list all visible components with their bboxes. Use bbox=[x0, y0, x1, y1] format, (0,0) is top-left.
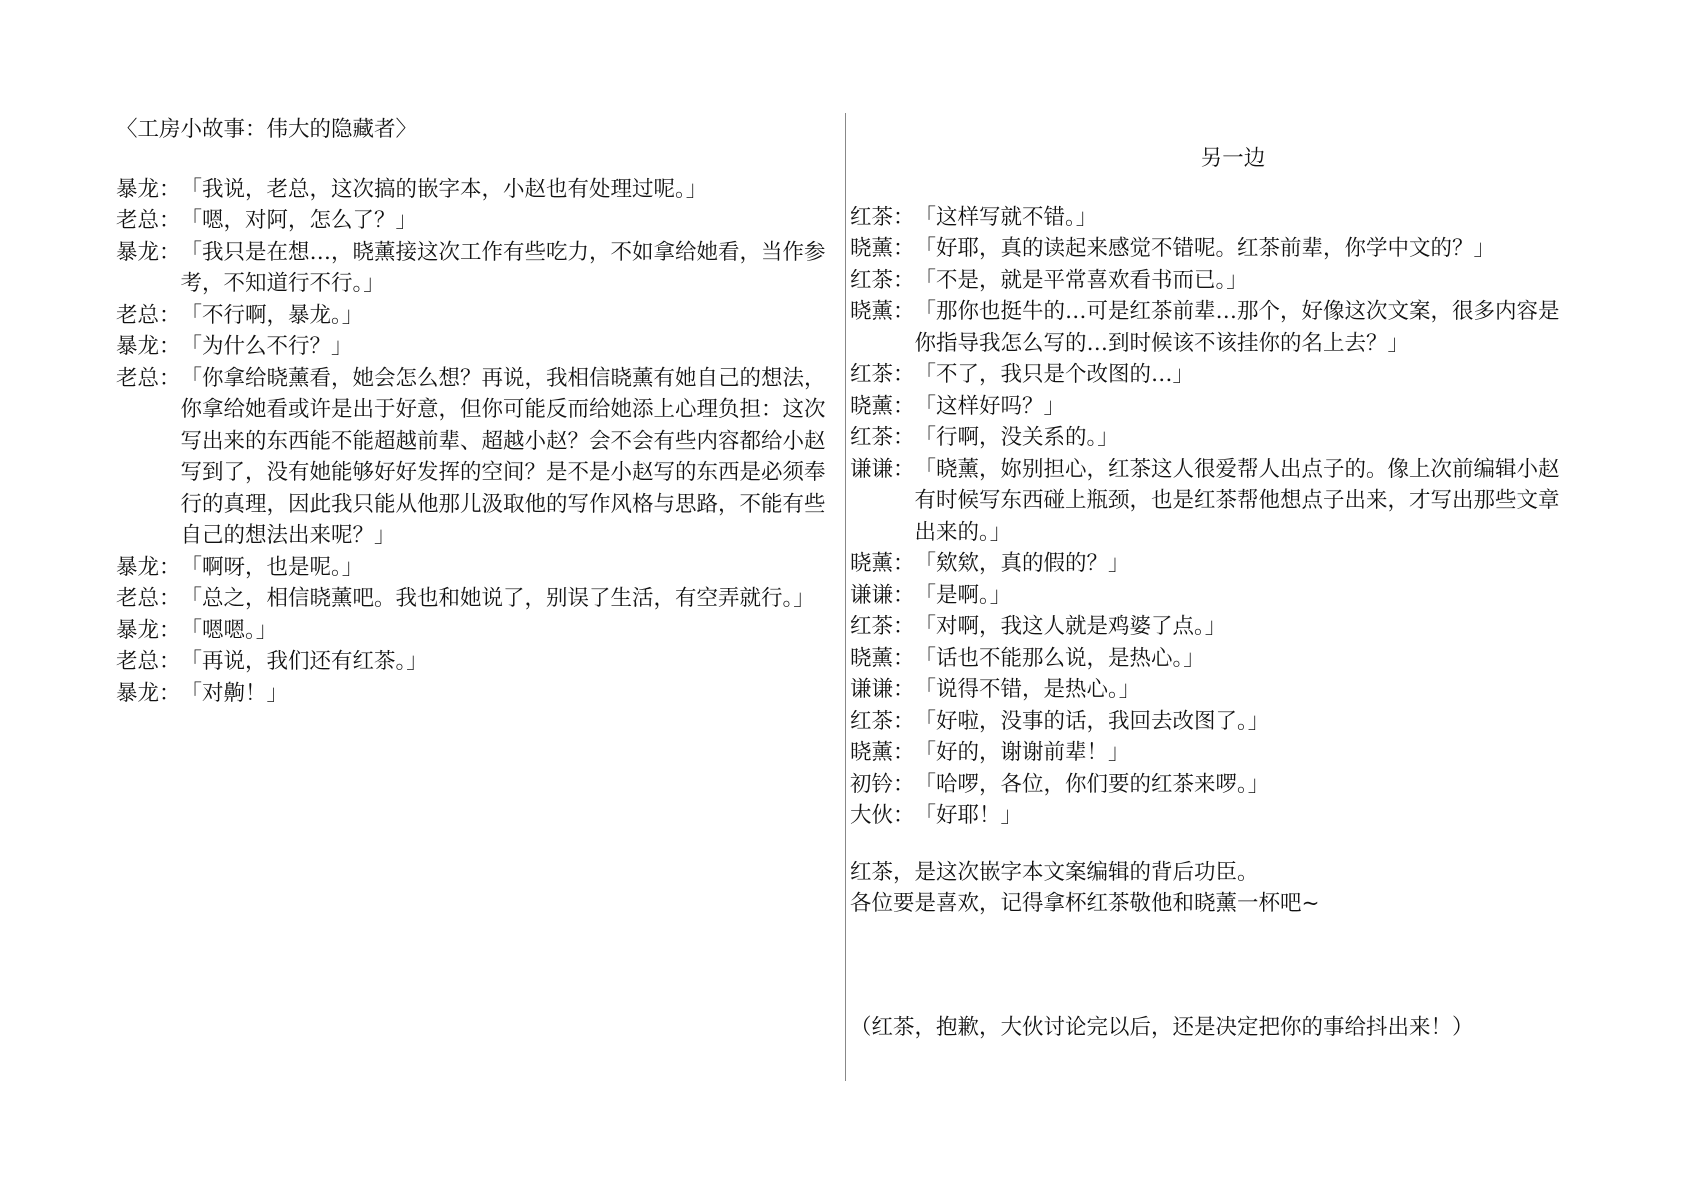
dialogue-line bbox=[850, 422, 1566, 454]
dialogue-line bbox=[850, 737, 1566, 769]
speaker-label: 暴龙： bbox=[116, 554, 181, 580]
speech-text: 「嗯，对阿，怎么了？」 bbox=[180, 208, 418, 233]
dialogue-line bbox=[850, 265, 1566, 297]
speech-text: 「这样好吗？」 bbox=[914, 393, 1066, 419]
column-divider bbox=[845, 113, 846, 1081]
speaker-label: 红茶： bbox=[850, 267, 915, 293]
speech-text: 「对啊，我这人就是鸡婆了点。」 bbox=[914, 614, 1227, 639]
speaker-label: 老总： bbox=[116, 208, 181, 233]
dialogue-line bbox=[850, 454, 1566, 549]
speaker-label: 谦谦： bbox=[850, 582, 915, 608]
left-dialogue bbox=[116, 174, 834, 710]
speaker-label: 暴龙： bbox=[116, 680, 181, 706]
speaker-label: 红茶： bbox=[850, 708, 915, 734]
dialogue-line bbox=[116, 237, 834, 300]
story-title: 〈工房小故事：伟大的隐藏者〉 bbox=[116, 117, 418, 142]
speaker-label: 暴龙： bbox=[116, 176, 181, 202]
speech-text: 「好的，谢谢前辈！」 bbox=[914, 740, 1130, 765]
closing-block bbox=[850, 857, 1566, 920]
speaker-label: 初钤： bbox=[850, 771, 915, 797]
dialogue-line bbox=[850, 233, 1566, 265]
speaker-label: 晓薰： bbox=[850, 299, 915, 324]
speaker-label: 老总： bbox=[116, 302, 181, 328]
speaker-label: 老总： bbox=[116, 586, 181, 611]
right-column bbox=[850, 143, 1566, 1043]
speaker-label: 红茶： bbox=[850, 204, 915, 230]
dialogue-line bbox=[116, 363, 834, 552]
dialogue-line bbox=[850, 391, 1566, 423]
speaker-label: 老总： bbox=[116, 649, 181, 674]
dialogue-line bbox=[850, 643, 1566, 675]
speech-text: 「话也不能那么说，是热心。」 bbox=[914, 645, 1205, 671]
dialogue-line bbox=[116, 300, 834, 332]
dialogue-line bbox=[850, 548, 1566, 580]
speaker-label: 暴龙： bbox=[116, 617, 181, 643]
speaker-label: 大伙： bbox=[850, 803, 915, 828]
dialogue-line bbox=[850, 202, 1566, 234]
dialogue-line bbox=[116, 174, 834, 206]
dialogue-line bbox=[116, 583, 834, 615]
speaker-label: 暴龙： bbox=[116, 334, 181, 359]
speech-text: 「好啦，没事的话，我回去改图了。」 bbox=[914, 708, 1270, 734]
speech-text: 「对齁！」 bbox=[180, 680, 289, 706]
speech-text: 「不了，我只是个改图的…」 bbox=[914, 362, 1195, 387]
speech-text: 「不行啊，暴龙。」 bbox=[180, 302, 364, 328]
dialogue-line bbox=[850, 296, 1566, 359]
closing-line-2: 各位要是喜欢，记得拿杯红茶敬他和晓薰一杯吧~ bbox=[850, 891, 1320, 916]
dialogue-line bbox=[850, 706, 1566, 738]
speaker-label: 晓薰： bbox=[850, 551, 915, 576]
dialogue-line bbox=[116, 646, 834, 678]
speaker-label: 谦谦： bbox=[850, 677, 915, 702]
speech-text: 「说得不错，是热心。」 bbox=[914, 677, 1141, 702]
speaker-label: 红茶： bbox=[850, 362, 915, 387]
dialogue-line bbox=[116, 552, 834, 584]
speech-text: 「是啊。」 bbox=[914, 582, 1012, 608]
speaker-label: 晓薰： bbox=[850, 740, 915, 765]
speech-text: 「好耶，真的读起来感觉不错呢。红茶前辈，你学中文的？」 bbox=[914, 236, 1496, 261]
speech-text: 「你拿给晓薰看，她会怎么想？再说，我相信晓薰有她自己的想法，你拿给她看或许是出于好意，但你可能反而给她添上心理负担：这次写出来的东西能不能超越前辈、超越小赵？会不会有些内容都给小赵写到了，没有她能够好好发挥的空间？是不是小赵写的东西是必须奉行的真理，因此我只能从他那儿汲取他的写作风格与思路，不能有些自己的想法出来呢？」 bbox=[180, 365, 826, 548]
speaker-label: 晓薰： bbox=[850, 236, 915, 261]
speech-text: 「我只是在想…，晓薰接这次工作有些吃力，不如拿给她看，当作参考，不知道行不行。」 bbox=[180, 239, 826, 296]
title-gap bbox=[116, 146, 834, 174]
dialogue-line bbox=[850, 769, 1566, 801]
dialogue-line bbox=[116, 678, 834, 710]
speech-text: 「为什么不行？」 bbox=[180, 334, 353, 359]
speech-text: 「嗯嗯。」 bbox=[180, 617, 278, 643]
speech-text: 「总之，相信晓薰吧。我也和她说了，别误了生活，有空弄就行。」 bbox=[180, 586, 815, 611]
speaker-label: 谦谦： bbox=[850, 456, 915, 482]
speech-text: 「行啊，没关系的。」 bbox=[914, 425, 1119, 450]
dialogue-line bbox=[850, 611, 1566, 643]
left-column bbox=[116, 114, 834, 709]
dialogue-line bbox=[850, 359, 1566, 391]
speaker-label: 晓薰： bbox=[850, 645, 915, 671]
speech-text: 「啊呀，也是呢。」 bbox=[180, 554, 364, 580]
speech-text: 「我说，老总，这次搞的嵌字本，小赵也有处理过呢。」 bbox=[180, 176, 708, 202]
speech-text: 「不是，就是平常喜欢看书而已。」 bbox=[914, 267, 1248, 293]
dialogue-line bbox=[850, 674, 1566, 706]
dialogue-line bbox=[116, 205, 834, 237]
speech-text: 「那你也挺牛的…可是红茶前辈…那个，好像这次文案，很多内容是你指导我怎么写的…到时候该不该挂你的名上去？」 bbox=[914, 299, 1560, 356]
right-dialogue bbox=[850, 202, 1566, 832]
section-title-other-side: 另一边 bbox=[1200, 146, 1266, 171]
speaker-label: 红茶： bbox=[850, 425, 915, 450]
speaker-label: 红茶： bbox=[850, 614, 915, 639]
apology-note: （红茶，抱歉，大伙讨论完以后，还是决定把你的事给抖出来！） bbox=[850, 1014, 1474, 1040]
speaker-label: 老总： bbox=[116, 365, 181, 391]
dialogue-line bbox=[116, 615, 834, 647]
speech-text: 「再说，我们还有红茶。」 bbox=[180, 649, 428, 674]
speech-text: 「晓薰，妳别担心，红茶这人很爱帮人出点子的。像上次前编辑小赵有时候写东西碰上瓶颈，也是红茶帮他想点子出来，才写出那些文章出来的。」 bbox=[914, 456, 1560, 545]
speech-text: 「哈啰，各位，你们要的红茶来啰。」 bbox=[914, 771, 1270, 797]
speech-text: 「欸欸，真的假的？」 bbox=[914, 551, 1130, 576]
closing-line-1: 红茶，是这次嵌字本文案编辑的背后功臣。 bbox=[850, 859, 1259, 885]
speech-text: 「这样写就不错。」 bbox=[914, 204, 1098, 230]
speaker-label: 暴龙： bbox=[116, 239, 181, 265]
speech-text: 「好耶！」 bbox=[914, 803, 1023, 828]
dialogue-line bbox=[850, 580, 1566, 612]
speaker-label: 晓薰： bbox=[850, 393, 915, 419]
dialogue-line bbox=[116, 331, 834, 363]
dialogue-line bbox=[850, 800, 1566, 832]
